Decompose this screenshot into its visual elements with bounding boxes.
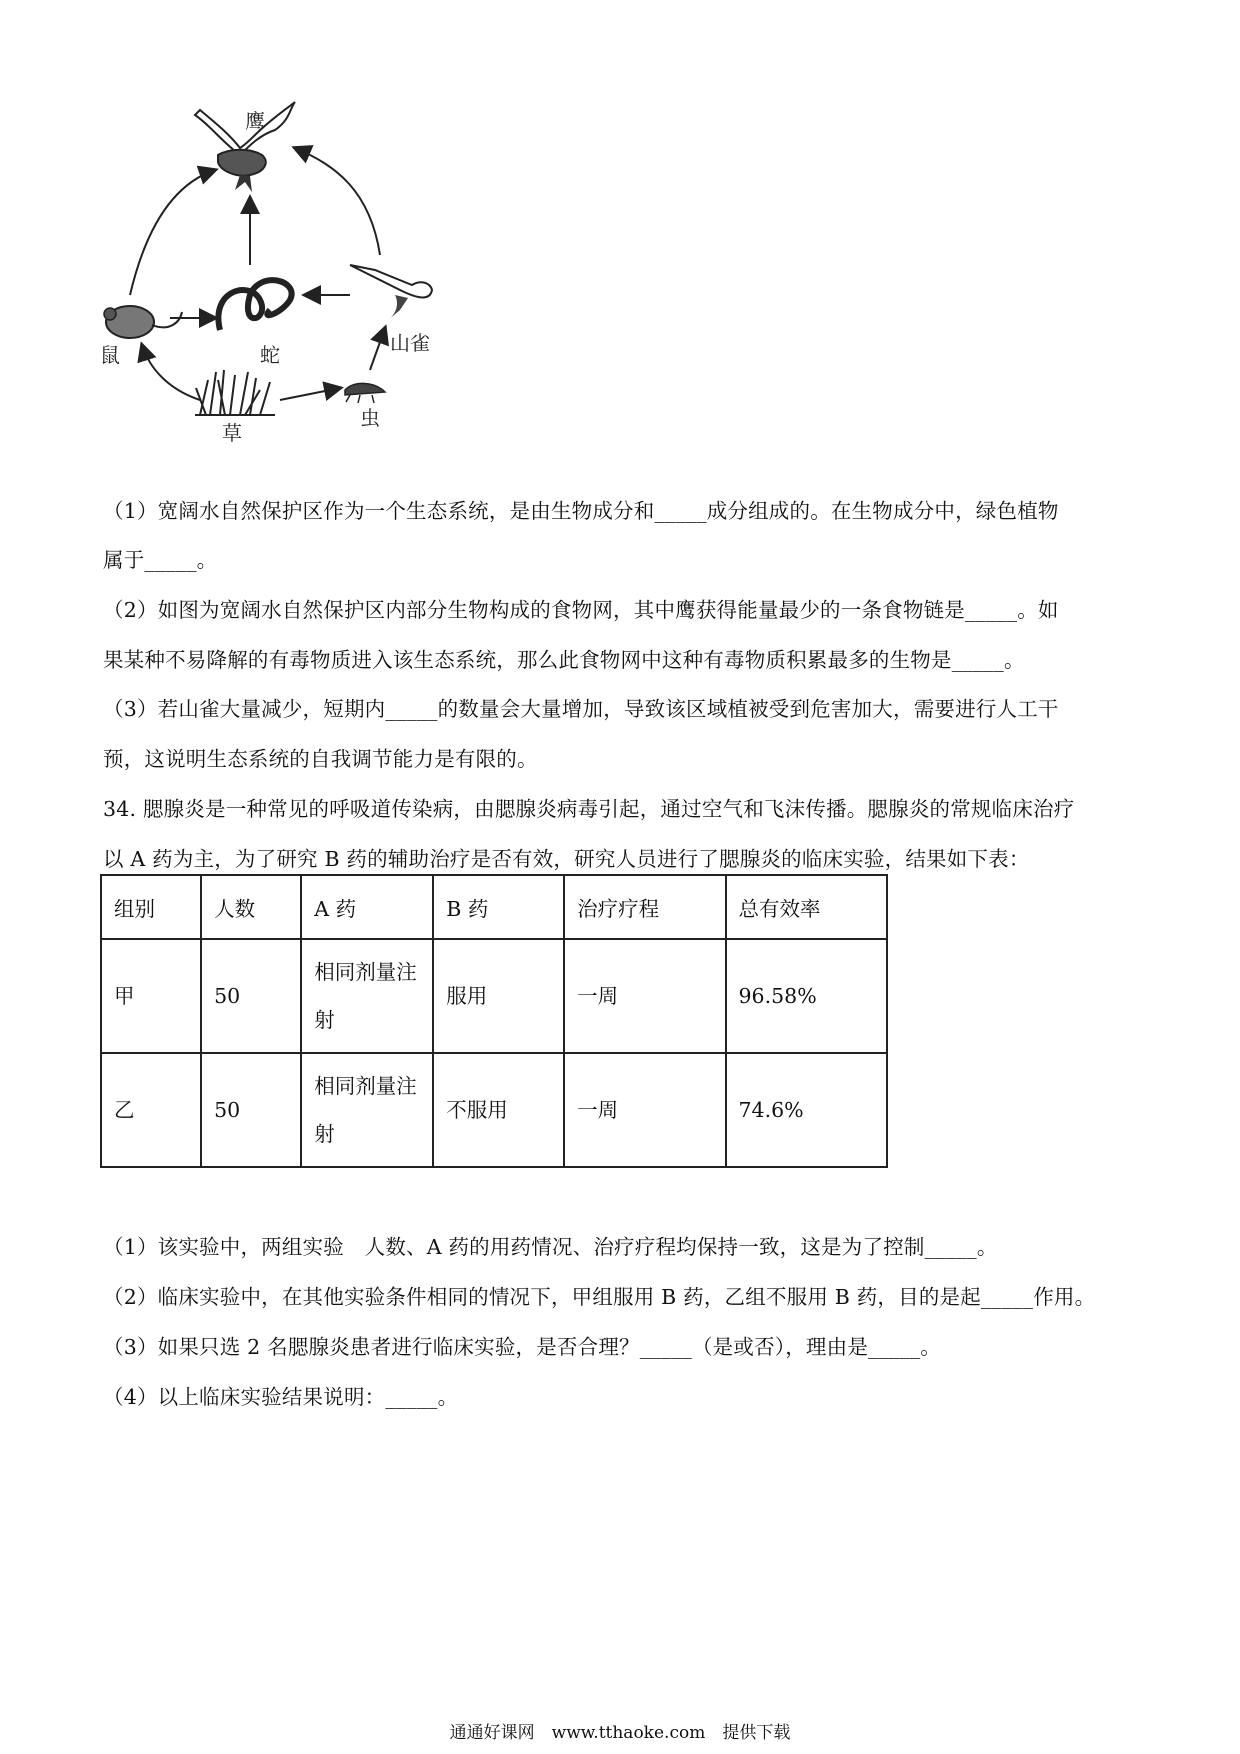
table-cell: 74.6% [726, 1053, 887, 1167]
q33-line-1 [103, 494, 1059, 524]
table-header-cell: 总有效率 [726, 875, 887, 939]
table-cell: 乙 [101, 1053, 201, 1167]
q33-line-5 [103, 692, 1059, 722]
table-cell: 50 [201, 939, 301, 1053]
table-cell: 服用 [433, 939, 564, 1053]
table-row [101, 939, 887, 1053]
q33-line-6 [103, 742, 538, 772]
mouse-drawing [104, 306, 182, 338]
answer-blank[interactable]: _____ [951, 648, 1004, 672]
q33-line-3 [103, 593, 1059, 623]
answer-blank[interactable]: _____ [924, 1235, 977, 1259]
text-segment: 。 [920, 1335, 941, 1359]
table-cell: 甲 [101, 939, 201, 1053]
text-segment: （4）以上临床实验结果说明： [103, 1385, 386, 1409]
bird-drawing [350, 265, 432, 320]
table-cell: 一周 [564, 1053, 725, 1167]
text-segment: （3）如果只选 2 名腮腺炎患者进行临床实验，是否合理？ [103, 1335, 640, 1359]
text-segment: 。 [976, 1235, 998, 1259]
table-header-cell: 治疗疗程 [564, 875, 725, 939]
text-segment: 属于 [103, 548, 145, 572]
bird-label: 山雀 [390, 331, 430, 355]
text-segment: 果某种不易降解的有毒物质进入该生态系统，那么此食物网中这种有毒物质积累最多的生物是 [103, 648, 952, 672]
table-cell: 96.58% [726, 939, 887, 1053]
answer-blank[interactable]: _____ [654, 499, 707, 523]
q34-question-1 [103, 1230, 998, 1260]
table-cell: 相同剂量注射 [301, 939, 433, 1053]
q34-question-2 [103, 1280, 1095, 1310]
text-segment: 。 [1003, 648, 1025, 672]
results-table [100, 874, 888, 1168]
text-segment: （3）若山雀大量减少，短期内 [103, 697, 386, 721]
table-header-cell: A 药 [301, 875, 433, 939]
food-web-arrows [130, 148, 385, 400]
table-cell: 50 [201, 1053, 301, 1167]
food-web-figure [100, 100, 500, 475]
answer-blank[interactable]: _____ [144, 548, 197, 572]
q34-intro-line-1: 34. 腮腺炎是一种常见的呼吸道传染病，由腮腺炎病毒引起，通过空气和飞沫传播。腮腺炎的常规临床治疗 [103, 797, 1075, 821]
answer-blank[interactable]: _____ [964, 598, 1018, 622]
table-header-row [101, 875, 887, 939]
text-segment: （是或否），理由是 [691, 1335, 869, 1359]
page-footer: 通通好课网 www.tthaoke.com 提供下载 [449, 1723, 791, 1743]
mouse-label: 鼠 [100, 343, 120, 367]
answer-blank[interactable]: _____ [385, 697, 438, 721]
text-segment: 预，这说明生态系统的自我调节能力是有限的。 [103, 747, 538, 771]
text-segment: （2）如图为宽阔水自然保护区内部分生物构成的食物网，其中鹰获得能量最少的一条食物链是 [103, 598, 965, 622]
text-segment: （1）宽阔水自然保护区作为一个生态系统，是由生物成分和 [103, 499, 655, 523]
answer-blank[interactable]: _____ [385, 1385, 438, 1409]
table-row [101, 1053, 887, 1167]
table-header-cell: 人数 [201, 875, 301, 939]
table-header-cell: 组别 [101, 875, 201, 939]
text-segment: 的数量会大量增加，导致该区域植被受到危害加大，需要进行人工干 [437, 697, 1059, 721]
snake-drawing [218, 280, 291, 330]
table-cell: 不服用 [433, 1053, 564, 1167]
answer-blank[interactable]: _____ [868, 1335, 921, 1359]
text-segment: （2）临床实验中，在其他实验条件相同的情况下，甲组服用 B 药，乙组不服用 B 药，目的是起 [103, 1285, 981, 1309]
q33-line-4 [103, 643, 1025, 673]
table-cell: 一周 [564, 939, 725, 1053]
text-segment: 成分组成的。在生物成分中，绿色植物 [706, 499, 1059, 523]
text-segment: 。如 [1017, 598, 1059, 622]
table-header-cell: B 药 [433, 875, 564, 939]
grass-label: 草 [222, 421, 242, 445]
grass-drawing [195, 370, 275, 415]
q34-question-4 [103, 1380, 458, 1410]
insect-drawing [345, 383, 385, 403]
text-segment: 。 [196, 548, 218, 572]
text-segment: （1）该实验中，两组实验 人数、A 药的用药情况、治疗疗程均保持一致，这是为了控制 [103, 1235, 925, 1259]
q34-question-3 [103, 1330, 941, 1360]
snake-label: 蛇 [260, 343, 280, 367]
answer-blank[interactable]: _____ [980, 1285, 1034, 1309]
q33-line-2 [103, 543, 217, 573]
text-segment: 。 [437, 1385, 459, 1409]
answer-blank[interactable]: _____ [639, 1335, 692, 1359]
insect-label: 虫 [360, 406, 380, 430]
q34-intro-line-2: 以 A 药为主，为了研究 B 药的辅助治疗是否有效，研究人员进行了腮腺炎的临床实验，结果如下表： [103, 847, 1030, 871]
table-cell: 相同剂量注射 [301, 1053, 433, 1167]
text-segment: 作用。 [1033, 1285, 1096, 1309]
eagle-label: 鹰 [245, 109, 265, 133]
